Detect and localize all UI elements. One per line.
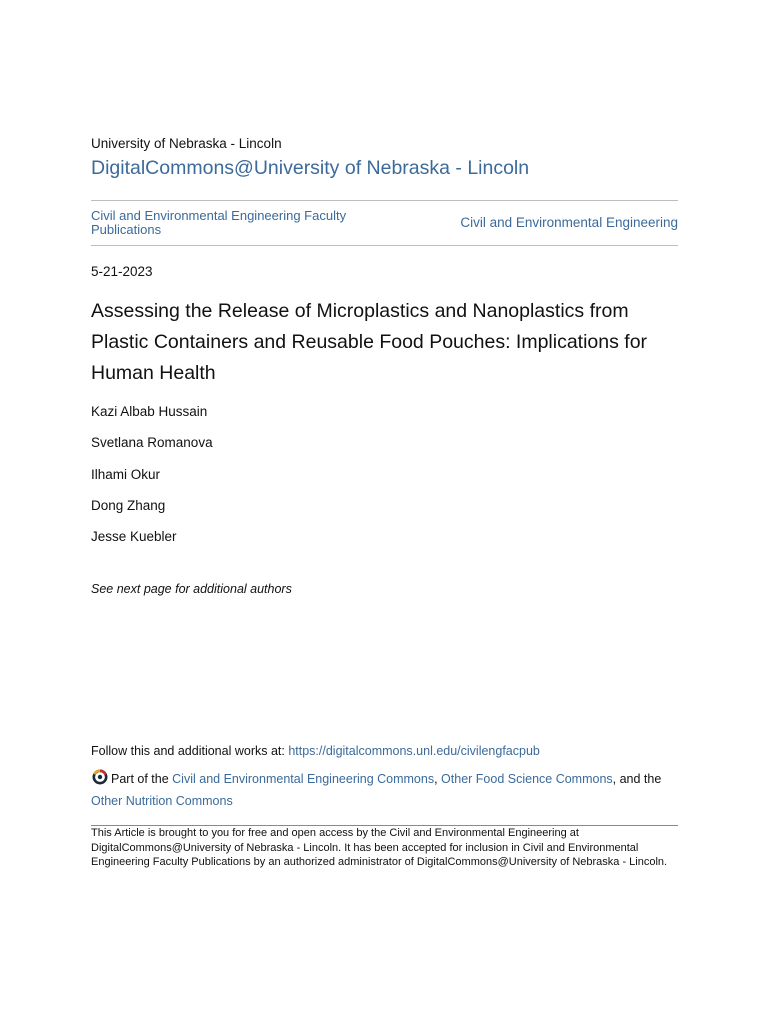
commons-link-nutrition[interactable]: Other Nutrition Commons [91,794,233,808]
commons-link-civil-env[interactable]: Civil and Environmental Engineering Commons [172,772,435,786]
part-of-separator: , [434,772,442,786]
commons-link-food-science[interactable]: Other Food Science Commons [441,772,613,786]
collection-url-link[interactable]: https://digitalcommons.unl.edu/civilengfacpub [288,744,540,758]
article-title: Assessing the Release of Microplastics and Nanoplastics from Plastic Containers and Reusable Food Pouches: Implications for Human Health [91,300,648,384]
author-name: Ilhami Okur [91,466,161,482]
author-name: Jesse Kuebler [91,529,177,545]
author-list [91,403,213,559]
author-name: Svetlana Romanova [91,435,213,451]
collection-link-faculty-publications[interactable]: Civil and Environmental Engineering Faculty Publications [91,208,347,237]
header-divider-bottom [91,245,678,246]
follow-line [91,744,540,758]
collection-link-department[interactable]: Civil and Environmental Engineering [460,215,678,230]
author-name: Kazi Albab Hussain [91,404,208,419]
repository-link[interactable]: DigitalCommons@University of Nebraska - Lincoln [91,157,530,179]
additional-authors-note: See next page for additional authors [91,582,292,596]
part-of-line [91,768,678,812]
follow-label: Follow this and additional works at: [91,744,289,758]
author-name: Dong Zhang [91,497,166,513]
part-of-separator: , and the [612,772,662,786]
bepress-network-icon [91,768,109,786]
header-divider-top [91,200,678,201]
part-of-prefix: Part of the [111,772,173,786]
publication-date: 5-21-2023 [91,264,153,279]
open-access-notice: This Article is brought to you for free and open access by the Civil and Environmental Engineering at DigitalCommons@University of Nebraska - Lincoln. It has been accepted for inclusion in Civil and Environmental Engineering Faculty Publications by an authorized administrator of DigitalCommons@University of Nebraska - Lincoln. [91,827,668,869]
institution-name: University of Nebraska - Lincoln [91,136,282,151]
